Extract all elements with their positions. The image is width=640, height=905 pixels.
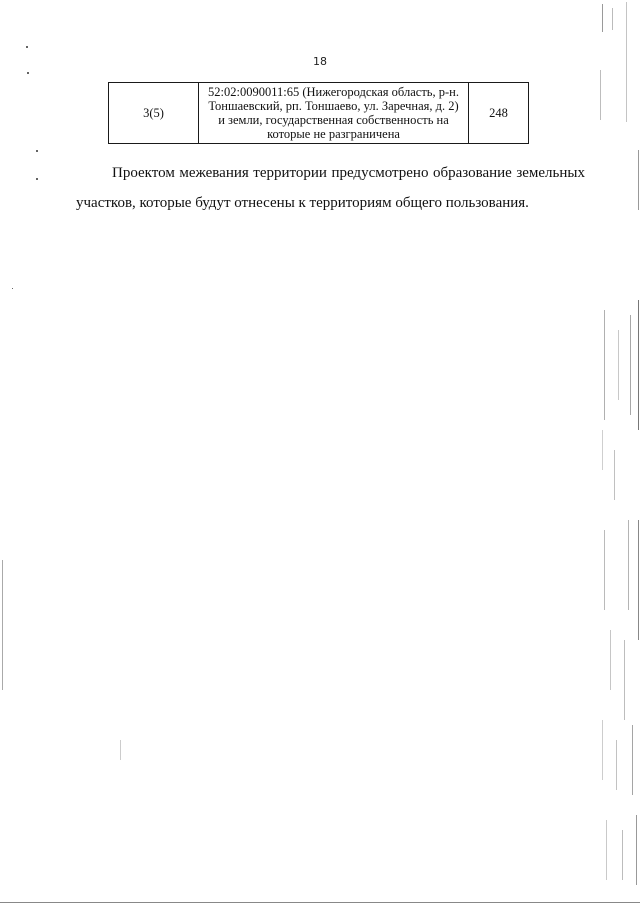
body-paragraph: Проектом межевания территории предусмотрено образование земельных участков, которые будут отнесены к территориям общего пользования. [76,165,585,211]
table-row [109,83,529,144]
page-number: 18 [313,55,327,68]
scan-speck [27,72,29,74]
scan-speck [36,150,38,152]
scan-left-edge [120,740,121,760]
plot-area-cell: 248 [469,83,529,144]
scan-bottom-edge [0,902,640,903]
plot-description-cell: 52:02:0090011:65 (Нижегородская область, р-н. Тоншаевский, рп. Тоншаево, ул. Заречная, д. 2) и земли, государственная собственность на которые не разграничена [199,83,469,144]
plot-number-cell: 3(5) [109,83,199,144]
scan-left-edge [2,560,3,690]
scan-speck [36,178,38,180]
land-plot-table [108,82,529,144]
scan-speck [26,46,28,48]
scan-edge-artifact [580,0,640,905]
scan-speck [12,288,13,289]
